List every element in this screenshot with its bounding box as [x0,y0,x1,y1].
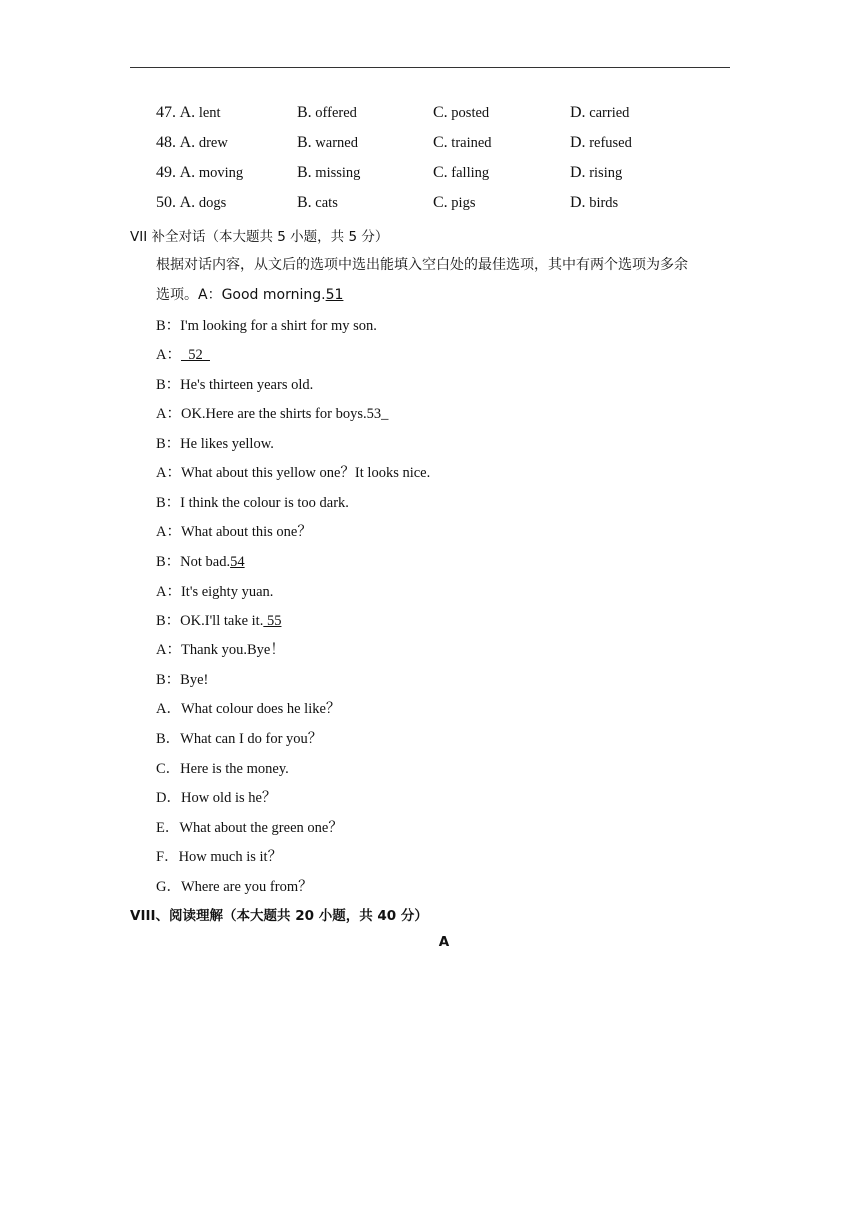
header-rule [130,67,730,68]
dialogue-line: A：It's eighty yuan. [156,584,274,600]
option-b: B. warned [297,134,358,151]
choice-d: D．How old is he？ [156,790,277,806]
option-b: B. offered [297,104,357,121]
option-a: 48. A. drew [156,134,228,151]
choice-e: E．What about the green one？ [156,820,343,836]
dialogue-line: A： 52 [156,347,210,363]
dialogue-line: B：I'm looking for a shirt for my son. [156,318,377,334]
option-c: C. pigs [433,194,476,211]
dialogue-line: A：OK.Here are the shirts for boys.53_ [156,406,389,422]
passage-a-heading: A [438,934,450,950]
dialogue-line: A：What about this one？ [156,524,312,540]
dialogue-line: B：He's thirteen years old. [156,377,314,393]
option-c: C. trained [433,134,492,151]
section-7-instruction-cont: 选项。A：Good morning.51 [156,287,344,303]
blank-54: 54 [230,554,245,570]
blank-55: 55 [263,613,282,629]
option-d: D. carried [570,104,630,121]
option-c: C. falling [433,164,490,181]
blank-51: 51 [325,287,344,303]
blank-52: 52 [180,347,210,363]
choice-f: F．How much is it？ [156,849,283,865]
choice-g: G．Where are you from？ [156,879,313,895]
option-b: B. missing [297,164,361,181]
dialogue-line: A：What about this yellow one？It looks nice. [156,465,431,481]
section-7-title: VII 补全对话（本大题共 5 小题，共 5 分） [130,229,389,245]
option-b: B. cats [297,194,338,211]
option-d: D. rising [570,164,623,181]
option-a: 50. A. dogs [156,194,227,211]
dialogue-line: B：He likes yellow. [156,436,274,452]
option-a: 47. A. lent [156,104,221,121]
option-d: D. birds [570,194,619,211]
option-a: 49. A. moving [156,164,244,181]
dialogue-line: B：OK.I'll take it. 55 [156,613,282,629]
dialogue-line: A：Thank you.Bye！ [156,642,285,658]
option-d: D. refused [570,134,632,151]
choice-b: B．What can I do for you？ [156,731,323,747]
dialogue-line: B：I think the colour is too dark. [156,495,349,511]
option-c: C. posted [433,104,490,121]
dialogue-line: B：Not bad.54 [156,554,245,570]
choice-c: C．Here is the money. [156,761,289,777]
section-8-title: VIII、阅读理解（本大题共 20 小题，共 40 分） [130,908,428,924]
choice-a: A．What colour does he like？ [156,701,341,717]
section-7-instruction: 根据对话内容，从文后的选项中选出能填入空白处的最佳选项，其中有两个选项为多余 [156,257,688,273]
dialogue-line: B：Bye! [156,672,209,688]
